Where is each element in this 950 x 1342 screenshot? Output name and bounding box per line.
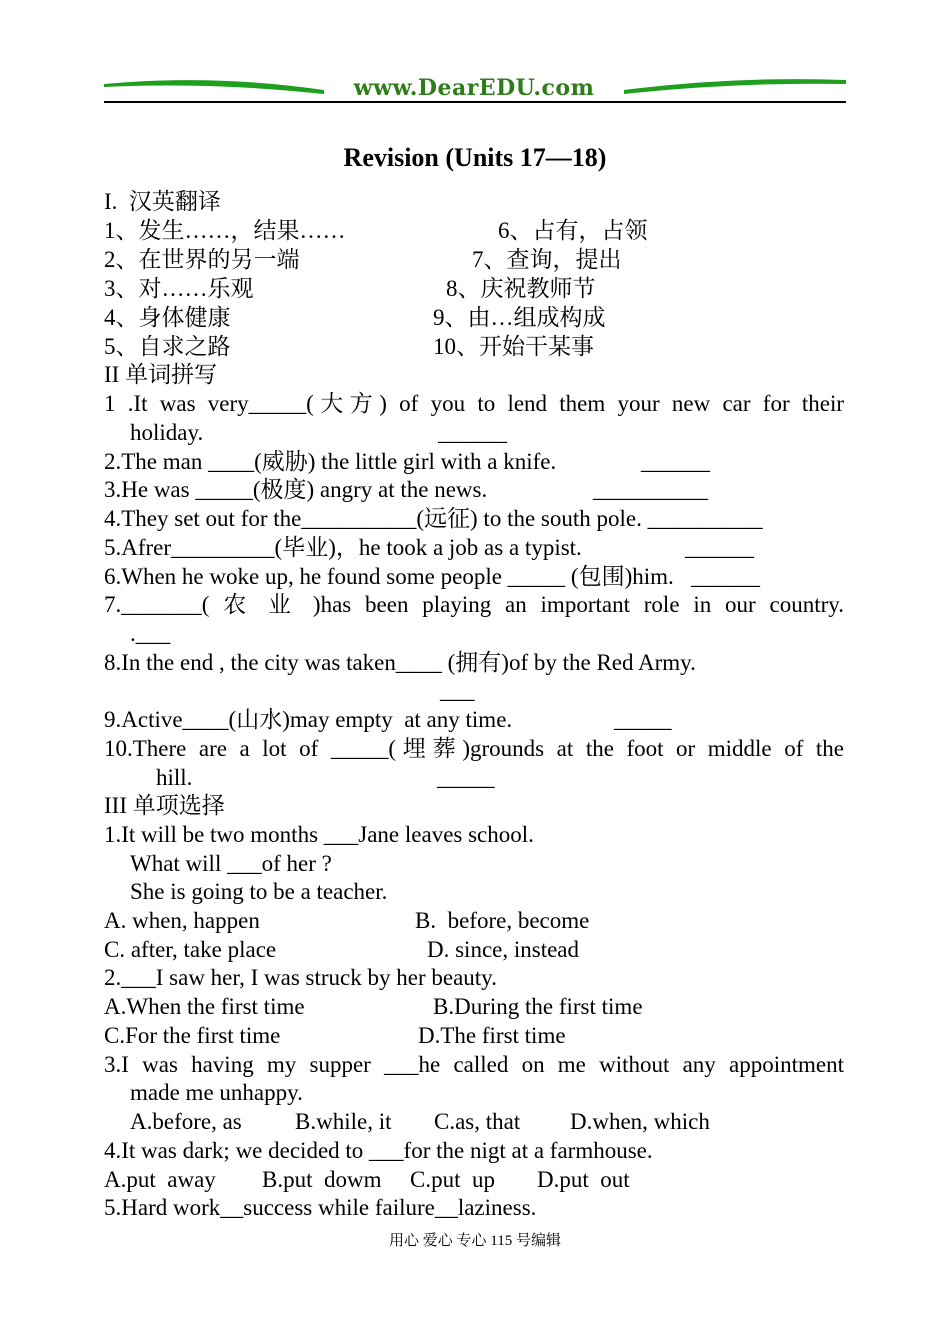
s1-row2-left: 2、在世界的另一端 — [104, 247, 300, 272]
s2-q7-line2: .___ — [130, 621, 171, 646]
section1-heading: I. 汉英翻译 — [104, 189, 221, 214]
s3-q1-option-a: A. when, happen — [104, 908, 260, 933]
s2-q9-blank: _____ — [614, 707, 672, 732]
s2-q8: 8.In the end , the city was taken____ (拥有)of by the Red Army. — [104, 650, 696, 675]
s3-q4: 4.It was dark; we decided to ___for the nigt at a farmhouse. — [104, 1138, 653, 1163]
s1-row5-left: 5、自求之路 — [104, 334, 231, 359]
s2-q4: 4.They set out for the__________(远征) to the south pole. __________ — [104, 506, 763, 531]
s3-q2-option-a: A.When the first time — [104, 994, 305, 1019]
s3-q3-option-d: D.when, which — [570, 1109, 710, 1134]
s2-q3-blank: __________ — [593, 477, 708, 502]
s2-q8-blank: ___ — [440, 678, 475, 703]
s2-q1-blank: ______ — [438, 420, 507, 445]
s3-q3-line1: 3.I was having my supper ___he called on me without any appointment — [104, 1052, 844, 1077]
s1-row1-left: 1、发生……，结果…… — [104, 218, 346, 243]
s3-q1-line3: She is going to be a teacher. — [130, 879, 388, 904]
s1-row4-left: 4、身体健康 — [104, 305, 231, 330]
s3-q1-option-c: C. after, take place — [104, 937, 277, 962]
s3-q1-option-d: D. since, instead — [427, 937, 580, 962]
s3-q1-option-b: B. before, become — [415, 908, 590, 933]
logo-text: www.DearEDU.com — [353, 75, 595, 101]
s2-q3: 3.He was _____(极度) angry at the news. — [104, 477, 488, 502]
s3-q5: 5.Hard work__success while failure__laziness. — [104, 1195, 537, 1220]
s1-row5-right: 10、开始干某事 — [433, 334, 594, 359]
s3-q3-option-b: B.while, it — [295, 1109, 392, 1134]
s2-q2-blank: ______ — [641, 449, 710, 474]
s3-q3-option-a: A.before, as — [130, 1109, 242, 1134]
s3-q4-option-c: C.put up — [410, 1167, 495, 1192]
s1-row2-right: 7、查询，提出 — [472, 247, 622, 272]
s3-q2-option-c: C.For the first time — [104, 1023, 281, 1048]
s3-q3-line2: made me unhappy. — [130, 1080, 303, 1105]
s3-q4-option-a: A.put away — [104, 1167, 216, 1192]
s2-q9: 9.Active____(山水)may empty at any time. — [104, 707, 513, 732]
page-title: Revision (Units 17—18) — [343, 143, 607, 172]
s2-q10-line1: 10.There are a lot of _____(埋葬)grounds at the foot or middle of the — [104, 736, 844, 761]
s3-q2-option-d: D.The first time — [418, 1023, 566, 1048]
s1-row4-right: 9、由…组成构成 — [433, 305, 606, 330]
s2-q1-line1: 1 .It was very_____(大方) of you to lend them your new car for their — [104, 391, 844, 416]
s2-q10-blank: _____ — [437, 765, 495, 790]
s1-row3-right: 8、庆祝教师节 — [446, 276, 596, 301]
s2-q1-line2: holiday. — [130, 420, 204, 445]
s3-q1-line1: 1.It will be two months ___Jane leaves school. — [104, 822, 534, 847]
s3-q4-option-b: B.put dowm — [262, 1167, 382, 1192]
s3-q4-option-d: D.put out — [537, 1167, 630, 1192]
section2-heading: II 单词拼写 — [104, 362, 218, 387]
s1-row1-right: 6、占有，占领 — [498, 218, 648, 243]
section3-heading: III 单项选择 — [104, 793, 225, 818]
s1-row3-left: 3、对……乐观 — [104, 276, 254, 301]
page-footer: 用心 爱心 专心 115 号编辑 — [389, 1233, 561, 1249]
s2-q5-blank: ______ — [685, 535, 754, 560]
s2-q7-line1: 7._______( 农 业 )has been playing an important role in our country. — [104, 592, 844, 617]
header-rule — [104, 101, 846, 103]
s3-q1-line2: What will ___of her ? — [130, 851, 332, 876]
s2-q2: 2.The man ____(威胁) the little girl with a knife. — [104, 449, 557, 474]
header-banner — [104, 72, 846, 106]
s3-q2: 2.___I saw her, I was struck by her beauty. — [104, 965, 497, 990]
s3-q2-option-b: B.During the first time — [433, 994, 643, 1019]
s2-q10-line2: hill. — [156, 765, 193, 790]
s2-q5: 5.Afrer_________(毕业)，he took a job as a typist. — [104, 535, 582, 560]
s3-q3-option-c: C.as, that — [434, 1109, 521, 1134]
s2-q6: 6.When he woke up, he found some people _____ (包围)him. ______ — [104, 564, 761, 589]
